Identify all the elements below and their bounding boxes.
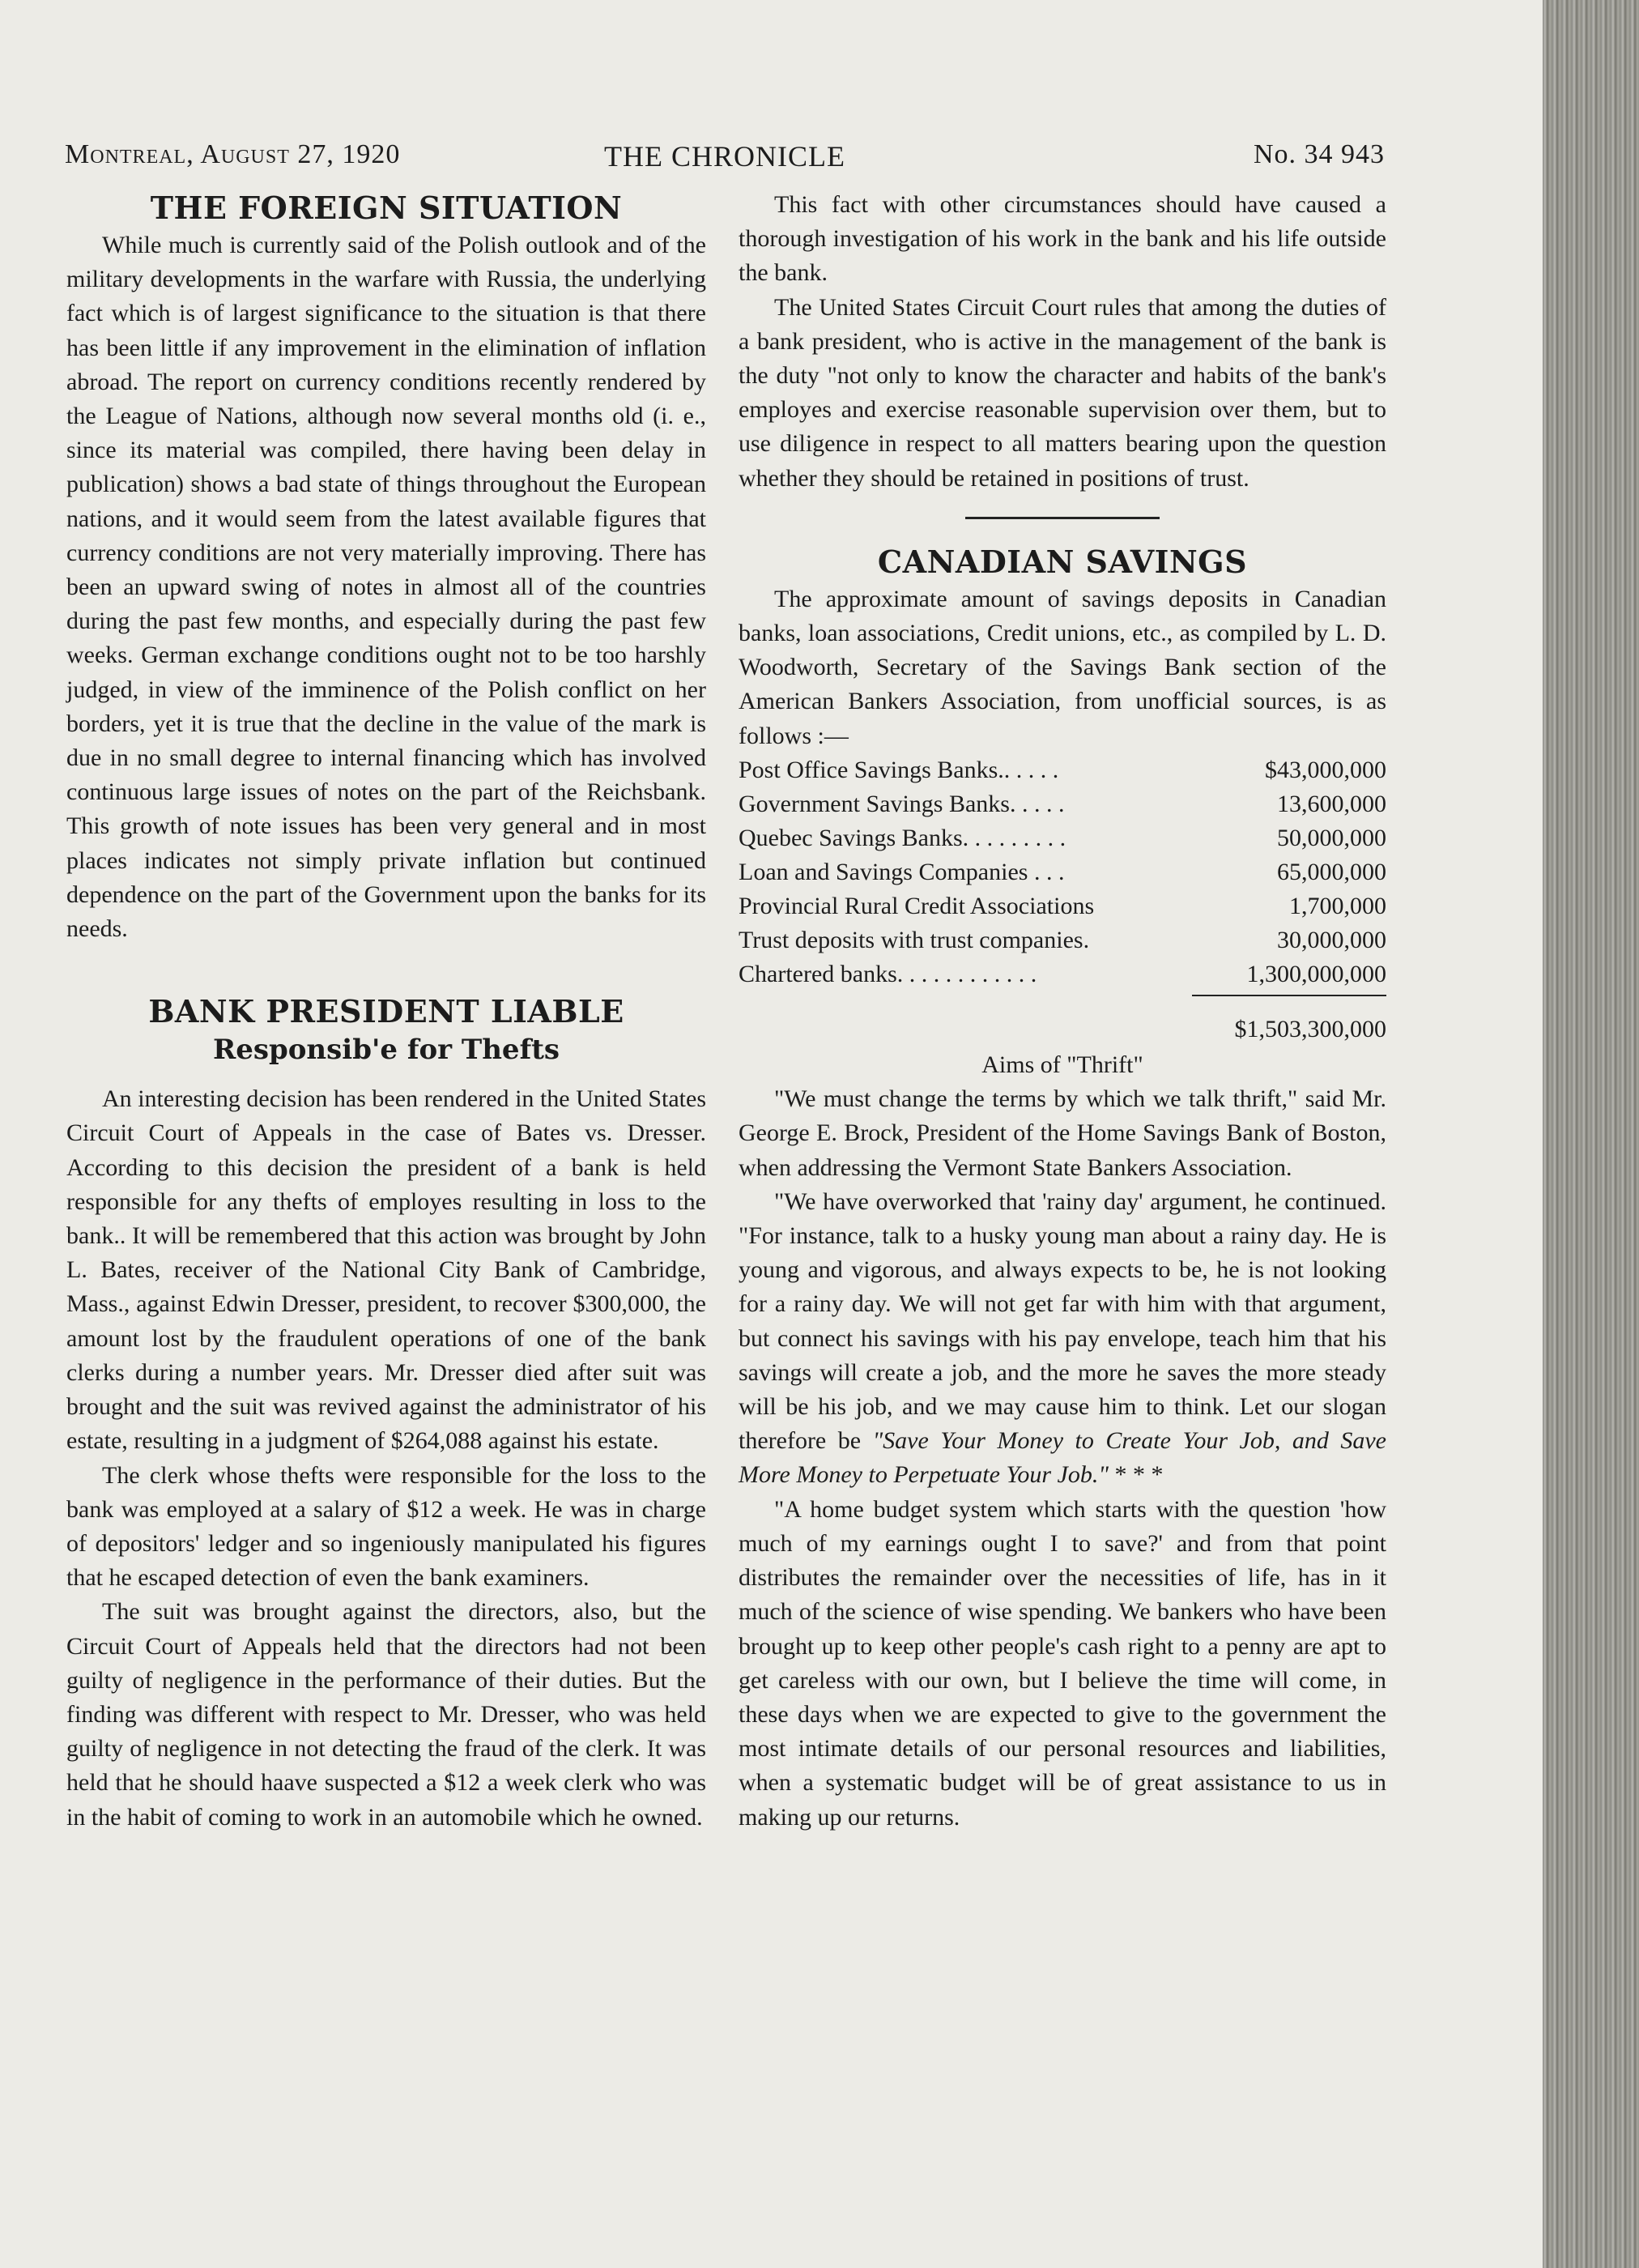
paragraph-ending: * * * [1108, 1461, 1164, 1489]
savings-row [739, 787, 1386, 821]
savings-label: Provincial Rural Credit Associations [739, 892, 1095, 919]
article-bank-president-continued [739, 188, 1386, 496]
savings-row [739, 753, 1386, 787]
savings-label: Chartered banks. . . . . . . . . . . . [739, 960, 1037, 987]
savings-amount: 1,300,000,000 [1246, 960, 1386, 987]
savings-row [739, 855, 1386, 889]
column-gap [66, 1068, 706, 1082]
savings-amount: 30,000,000 [1277, 926, 1386, 953]
left-column [66, 188, 706, 1835]
savings-row [739, 957, 1386, 991]
savings-label: Trust deposits with trust companies. [739, 926, 1090, 953]
book-page-edges [1543, 0, 1639, 2268]
savings-label: Loan and Savings Companies . . . [739, 858, 1065, 885]
article-subtitle: Responsib'e for Thefts [212, 1034, 560, 1067]
article-paragraph [739, 1185, 1386, 1493]
article-title: THE FOREIGN SITUATION [150, 190, 623, 226]
savings-label: Quebec Savings Banks. . . . . . . . . [739, 824, 1066, 851]
article-paragraph: An interesting decision has been rendered in the United States Circuit Court of Appeals in the case of Bates vs. Dresser. According to this decision the president of a bank is held responsible for any thefts of employes resulting in loss to the bank.. It will be remembered that this action was brought by John L. Bates, receiver of the National City Bank of Cambridge, Mass., against Edwin Dresser, president, to recover $300,000, the amount lost by the fraudulent operations of one of the bank clerks during a number years. Mr. Dresser died after suit was brought and the suit was revived against the administrator of his estate, resulting in a judgment of $264,088 against his estate. [66, 1085, 706, 1455]
paragraph-text: "We have overworked that 'rainy day' argument, he continued. "For instance, talk to a husky young man about a rainy day. He is young and vigorous, and always expects to be, he is not looking for a rainy day. We will not get far with him with that argument, but connect his savings with his pay envelope, teach him that his savings will create a job, and the more he saves the more steady will be his job, and we may cause him to think. Let our slogan therefore be [739, 1187, 1386, 1455]
article-paragraph: The United States Circuit Court rules that among the duties of a bank president, who is active in the management of the bank is the duty "not only to know the character and habits of the bank's employes and exercise reasonable supervision over them, but to use diligence in respect to all matters bearing upon the question whether they should be retained in positions of trust. [739, 293, 1386, 492]
page-header [65, 139, 1385, 180]
savings-label: Government Savings Banks. . . . . [739, 790, 1065, 817]
article-paragraph: "We must change the terms by which we talk thrift," said Mr. George E. Brock, President of the Home Savings Bank of Boston, when addressing the Vermont State Bankers Association. [739, 1085, 1386, 1181]
savings-label: Post Office Savings Banks.. . . . . [739, 756, 1059, 783]
article-title: BANK PRESIDENT LIABLE [148, 993, 624, 1030]
savings-table [739, 753, 1386, 991]
article-paragraph: The approximate amount of savings deposits in Canadian banks, loan associations, Credit unions, etc., as compiled by L. D. Woodworth, Secretary of the Savings Bank section of the American Bankers Association, from unofficial sources, is as follows :— [739, 585, 1386, 749]
article-title: CANADIAN SAVINGS [877, 543, 1248, 580]
savings-row [739, 821, 1386, 855]
article-paragraph: While much is currently said of the Polish outlook and of the military developments in the warfare with Russia, the underlying fact which is of largest significance to the situation is that there has been little if any improvement in the elimination of inflation abroad. The report on currency conditions recently rendered by the League of Nations, although now several months old (i. e., since its material was compiled, there having been delay in publication) shows a bad state of things throughout the European nations, and it would seem from the latest available figures that currency conditions are not very materially improving. There has been an upward swing of notes in almost all of the countries during the past few months, and especially during the past few weeks. German exchange conditions ought not to be too harshly judged, in view of the imminence of the Polish conflict on her borders, yet it is true that the decline in the value of the mark is due in no small degree to internal financing which has involved continuous large issues of notes on the part of the Reichsbank. This growth of note issues has been very general and in most places indicates not simply private inflation but continued dependence on the part of the Government upon the banks for its needs. [66, 232, 706, 943]
savings-amount: 50,000,000 [1277, 824, 1386, 851]
savings-row [739, 923, 1386, 957]
article-bank-president-liable [66, 991, 706, 1834]
savings-amount: 13,600,000 [1277, 790, 1386, 817]
article-aims-of-thrift [739, 1048, 1386, 1835]
savings-total: $1,503,300,000 [1234, 1015, 1386, 1042]
section-divider [965, 517, 1160, 519]
article-paragraph: The clerk whose thefts were responsible for the loss to the bank was employed at a salary of $12 a week. He was in charge of depositors' ledger and so ingeniously manipulated his figures that he escaped detection of even the bank examiners. [66, 1461, 706, 1592]
article-heading: Aims of "Thrift" [981, 1051, 1143, 1079]
right-column [739, 188, 1386, 1835]
article-paragraph: "A home budget system which starts with the question 'how much of my earnings ought I to save?' and from that point distributes the remainder over the necessities of life, has in it much of the science of wise spending. We bankers who have been brought up to keep other people's cash right to a penny are apt to get careless with our own, but I believe the time will come, in these days when we are expected to give to the government the most intimate details of our personal resources and liabilities, when a systematic budget will be of great assistance to us in making up our returns. [739, 1495, 1386, 1831]
article-foreign-situation [66, 188, 706, 946]
slogan-text: "Save Your Money to Create Your Job, and Save More Money to Perpetuate Your Job." [739, 1427, 1386, 1489]
header-dateline: Montreal, August 27, 1920 [65, 139, 401, 169]
article-paragraph: This fact with other circumstances should have caused a thorough investigation of his work in the bank and his life outside the bank. [739, 191, 1386, 287]
header-page-number: No. 34 943 [1253, 139, 1385, 169]
savings-amount: 65,000,000 [1277, 858, 1386, 885]
header-masthead: THE CHRONICLE [604, 140, 845, 173]
total-rule [1192, 995, 1386, 996]
article-canadian-savings [739, 542, 1386, 1047]
savings-amount: 1,700,000 [1289, 892, 1386, 919]
article-paragraph: The suit was brought against the directors, also, but the Circuit Court of Appeals held that the directors had not been guilty of negligence in the performance of their duties. But the finding was different with respect to Mr. Dresser, who was held guilty of negligence in not detecting the fraud of the clerk. It was held that he should haave suspected a $12 a week clerk who was in the habit of coming to work in an automobile which he owned. [66, 1598, 706, 1831]
column-gap [66, 946, 706, 991]
savings-amount: $43,000,000 [1265, 756, 1386, 783]
savings-row [739, 889, 1386, 923]
